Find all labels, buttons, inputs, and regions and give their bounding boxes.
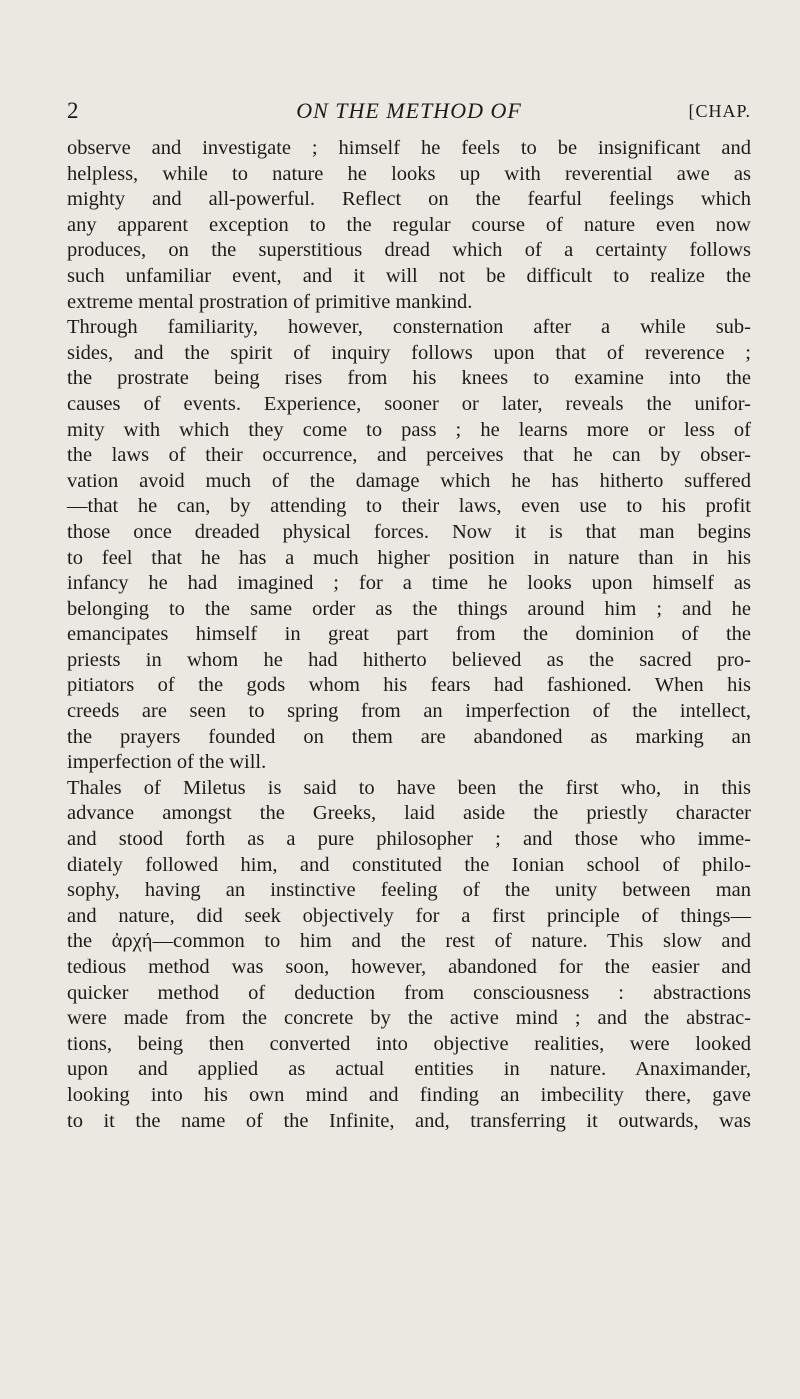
- text-line: priests in whom he had hitherto believed as the sacred pro-: [67, 648, 751, 671]
- text-line: were made from the concrete by the active mind ; and the abstrac-: [67, 1007, 751, 1030]
- text-line: to feel that he has a much higher position in nature than in his: [67, 546, 751, 569]
- text-line: looking into his own mind and finding an imbecility there, gave: [67, 1083, 751, 1106]
- chapter-marker: [CHAP.: [688, 101, 751, 121]
- text-line: any apparent exception to the regular course of nature even now: [67, 213, 751, 236]
- text-line: tions, being then converted into objective realities, were looked: [67, 1032, 751, 1055]
- text-line: upon and applied as actual entities in nature. Anaximander,: [67, 1058, 751, 1081]
- text-line: and nature, did seek objectively for a first principle of things—: [67, 904, 751, 927]
- text-line: Through familiarity, however, consternation after a while sub-: [67, 316, 751, 339]
- text-line: advance amongst the Greeks, laid aside the priestly character: [67, 802, 751, 825]
- text-line: quicker method of deduction from consciousness : abstractions: [67, 981, 751, 1004]
- text-line: and stood forth as a pure philosopher ; and those who imme-: [67, 828, 751, 851]
- text-line: mity with which they come to pass ; he learns more or less of: [67, 418, 751, 441]
- text-line: diately followed him, and constituted the Ionian school of philo-: [67, 853, 751, 876]
- text-line: creeds are seen to spring from an imperfection of the intellect,: [67, 700, 751, 723]
- running-title: ON THE METHOD OF: [296, 98, 522, 123]
- text-line: the ἀρχή—common to him and the rest of nature. This slow and: [67, 930, 751, 953]
- body-text: [67, 136, 751, 1134]
- text-line: the prostrate being rises from his knees to examine into the: [67, 367, 751, 390]
- text-line: helpless, while to nature he looks up with reverential awe as: [67, 162, 751, 185]
- page-number: 2: [67, 98, 79, 123]
- text-line: sides, and the spirit of inquiry follows upon that of reverence ;: [67, 341, 751, 364]
- text-line: extreme mental prostration of primitive mankind.: [67, 290, 473, 313]
- text-line: infancy he had imagined ; for a time he looks upon himself as: [67, 572, 751, 595]
- text-line: belonging to the same order as the things around him ; and he: [67, 597, 751, 620]
- text-line: sophy, having an instinctive feeling of the unity between man: [67, 879, 751, 902]
- text-line: —that he can, by attending to their laws, even use to his profit: [67, 495, 751, 518]
- text-line: such unfamiliar event, and it will not be difficult to realize the: [67, 264, 751, 287]
- text-line: observe and investigate ; himself he feels to be insignificant and: [67, 137, 751, 159]
- text-line: produces, on the superstitious dread which of a certainty follows: [67, 239, 751, 262]
- text-line: emancipates himself in great part from the dominion of the: [67, 623, 751, 646]
- text-line: Thales of Miletus is said to have been the first who, in this: [67, 776, 751, 799]
- text-line: to it the name of the Infinite, and, transferring it outwards, was: [67, 1109, 751, 1132]
- text-line: tedious method was soon, however, abandoned for the easier and: [67, 956, 751, 978]
- running-head: [67, 100, 751, 136]
- text-line: pitiators of the gods whom his fears had fashioned. When his: [67, 674, 751, 697]
- text-line: imperfection of the will.: [67, 751, 267, 774]
- text-line: those once dreaded physical forces. Now it is that man begins: [67, 520, 751, 543]
- text-line: the prayers founded on them are abandoned as marking an: [67, 725, 751, 748]
- text-line: mighty and all-powerful. Reflect on the fearful feelings which: [67, 188, 751, 211]
- text-line: vation avoid much of the damage which he has hitherto suffered: [67, 469, 751, 492]
- text-line: the laws of their occurrence, and perceives that he can by obser-: [67, 444, 751, 467]
- book-page: [67, 100, 751, 1134]
- text-line: causes of events. Experience, sooner or later, reveals the unifor-: [67, 392, 751, 415]
